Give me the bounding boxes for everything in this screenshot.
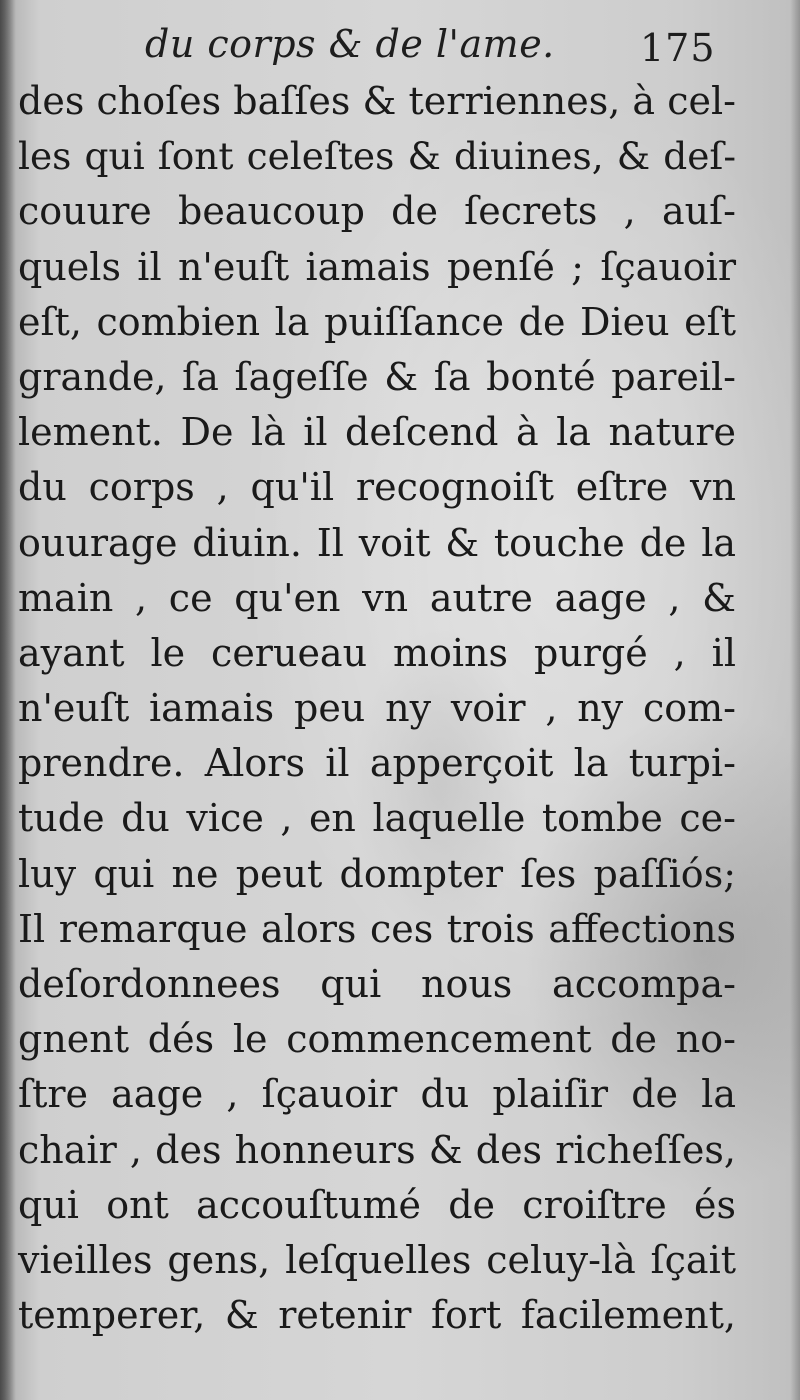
text-line: prendre. Alors il apperçoit la turpi- [18,741,736,786]
text-line: ayant le cerueau moins purgé , il [18,630,736,675]
text-line: les qui ſont celeſtes & diuines, & deſ- [18,134,736,179]
running-title: du corps & de l'ame. [145,22,555,66]
text-line: eſt, combien la puiſſance de Dieu eſt [18,299,736,344]
text-line: couure beaucoup de ſecrets , auſ- [18,189,736,234]
text-line: vieilles gens, leſquelles celuy-là ſçait [18,1237,736,1282]
body-text [18,74,736,1343]
text-line: des choſes baſſes & terriennes, à cel- [18,79,736,123]
text-line: gnent dés le commencement de no- [18,1017,736,1062]
text-line: Il remarque alors ces trois affections [18,906,736,951]
text-line: quels il n'euſt iamais penſé ; ſçauoir [18,244,736,289]
text-line: du corps , qu'il recognoiſt eſtre vn [18,465,736,510]
text-line: tude du vice , en laquelle tombe ce- [18,796,736,841]
text-line: lement. De là il deſcend à la nature [18,410,736,455]
text-line: grande, ſa ſageſſe & ſa bonté pareil- [18,354,736,399]
text-line: main , ce qu'en vn autre aage , & [18,575,736,620]
text-line: deſordonnees qui nous accompa- [18,962,736,1006]
text-line: chair , des honneurs & des richeſſes, [18,1127,736,1172]
text-line: ouurage diuin. Il voit & touche de la [18,520,736,565]
text-line: n'euſt iamais peu ny voir , ny com- [18,686,736,731]
text-line: luy qui ne peut dompter ſes paſſiós; [18,851,736,896]
text-line: temperer, & retenir fort facilement, [18,1293,736,1338]
text-line: ſtre aage , ſçauoir du plaiſir de la [18,1072,736,1117]
text-line: qui ont accouſtumé de croiſtre és [18,1182,736,1227]
page-number: 175 [640,26,716,70]
